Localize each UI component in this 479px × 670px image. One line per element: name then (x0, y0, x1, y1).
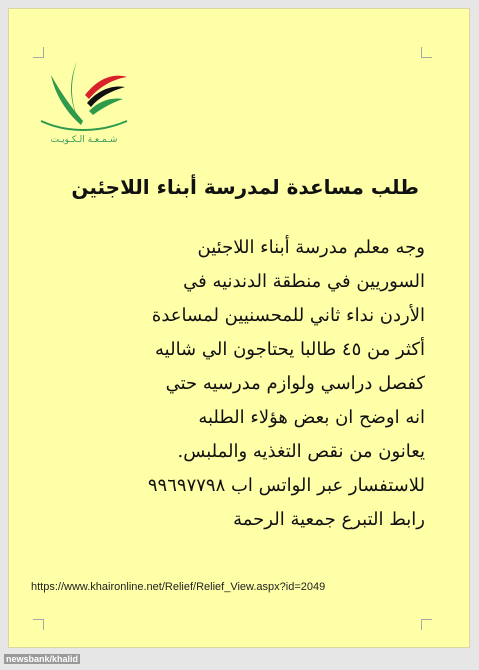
body-text (59, 231, 425, 537)
crop-mark-bottom-right (421, 619, 432, 630)
body-line: يعانون من نقص التغذيه والملبس. (177, 441, 425, 462)
donation-url[interactable]: https://www.khaironline.net/Relief/Relief_View.aspx?id=2049 (31, 581, 326, 593)
body-line: انه اوضح ان بعض هؤلاء الطلبه (198, 407, 425, 428)
logo-text: شـمـعـة الـكـويـت (50, 135, 118, 145)
candle-flame-icon (37, 55, 129, 135)
body-line: السوريين في منطقة الدندنيه في (183, 271, 425, 292)
body-line: وجه معلم مدرسة أبناء اللاجئين (197, 237, 425, 258)
body-line: رابط التبرع جمعية الرحمة (233, 509, 425, 530)
crop-mark-top-right (421, 47, 432, 58)
document-page (8, 8, 470, 648)
body-line: الأردن نداء ثاني للمحسنيين لمساعدة (151, 305, 425, 326)
body-line: للاستفسار عبر الواتس اب ٩٩٦٩٧٧٩٨ (147, 475, 425, 496)
page-title: طلب مساعدة لمدرسة أبناء اللاجئين (71, 175, 419, 199)
logo (29, 55, 139, 151)
body-line: كفصل دراسي ولوازم مدرسيه حتي (165, 373, 425, 394)
crop-mark-bottom-left (33, 619, 44, 630)
watermark: newsbank/khalid (6, 654, 79, 664)
body-line: أكثر من ٤٥ طالبا يحتاجون الي شاليه (155, 339, 425, 360)
